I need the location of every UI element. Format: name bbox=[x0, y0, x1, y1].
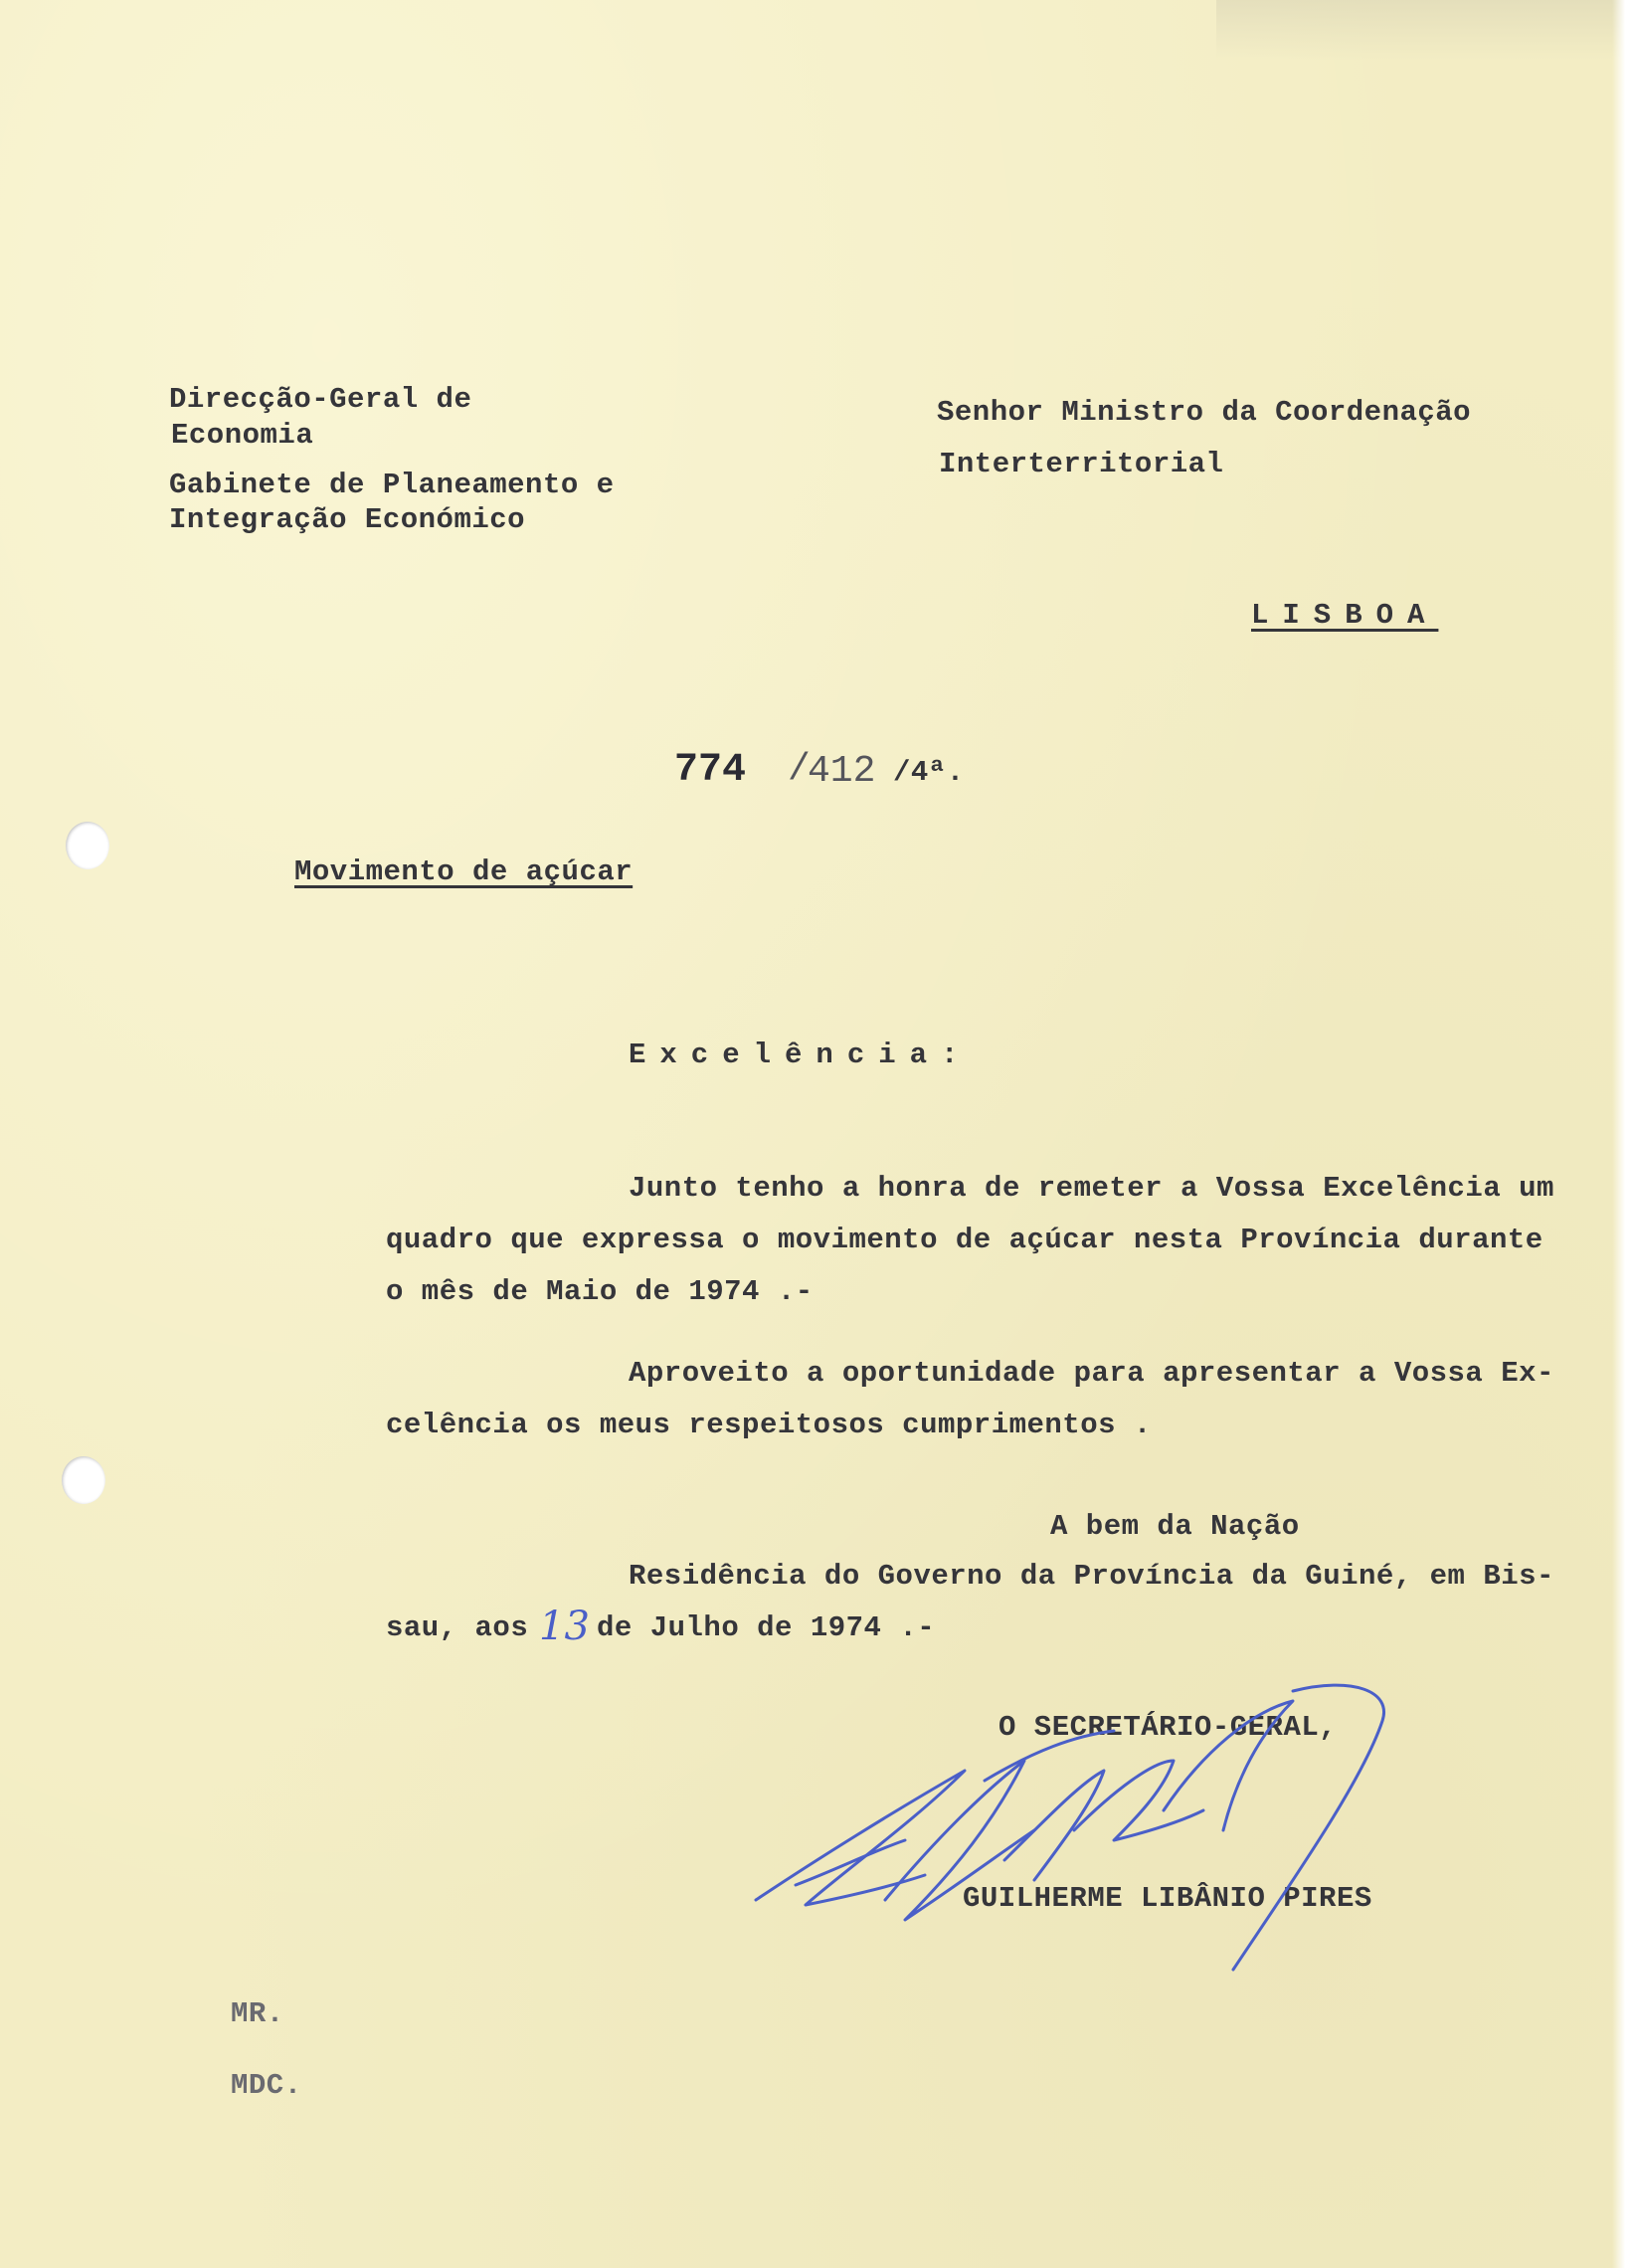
sender-line-2: Economia bbox=[171, 419, 314, 452]
page-edge bbox=[1612, 0, 1634, 2268]
corner-shadow bbox=[1216, 0, 1634, 60]
handwritten-day: 13 bbox=[539, 1604, 590, 1649]
recipient-line-1: Senhor Ministro da Coordenação bbox=[937, 396, 1472, 429]
punch-hole-bottom bbox=[62, 1456, 105, 1504]
recipient-line-2: Interterritorial bbox=[939, 448, 1224, 480]
sender-line-3: Gabinete de Planeamento e bbox=[169, 469, 615, 501]
closing-place-line-2a: sau, aos bbox=[386, 1611, 529, 1644]
reference-suffix: /4ª. bbox=[893, 756, 965, 789]
salutation: Excelência: bbox=[629, 1039, 973, 1071]
closing-place-line-2b: de Julho de 1974 .- bbox=[597, 1611, 936, 1644]
subject-line: Movimento de açúcar bbox=[294, 855, 634, 888]
handwritten-signature bbox=[736, 1681, 1432, 1980]
sender-line-1: Direcção-Geral de bbox=[169, 383, 472, 416]
initials-line-2: MDC. bbox=[231, 2069, 302, 2102]
reference-number: 774 bbox=[674, 748, 747, 793]
body-p1-line-1: Junto tenho a honra de remeter a Vossa Excelência um bbox=[629, 1172, 1554, 1205]
closing-place-line-1: Residência do Governo da Província da Guiné, em Bis- bbox=[629, 1560, 1554, 1593]
punch-hole-top bbox=[66, 822, 109, 869]
body-p1-line-3: o mês de Maio de 1974 .- bbox=[386, 1275, 814, 1308]
recipient-city: LISBOA bbox=[1251, 599, 1439, 632]
body-p2-line-2: celência os meus respeitosos cumprimentos . bbox=[386, 1409, 1152, 1441]
reference-sub: 412 bbox=[808, 750, 876, 793]
reference-slash: / bbox=[788, 748, 811, 791]
body-p1-line-2: quadro que expressa o movimento de açúcar nesta Província durante bbox=[386, 1224, 1543, 1256]
signatory-name: GUILHERME LIBÂNIO PIRES bbox=[963, 1882, 1372, 1915]
body-p2-line-1: Aproveito a oportunidade para apresentar a Vossa Ex- bbox=[629, 1357, 1554, 1390]
signatory-title: O SECRETÁRIO-GERAL, bbox=[999, 1711, 1338, 1744]
closing-motto: A bem da Nação bbox=[1050, 1510, 1300, 1543]
initials-line-1: MR. bbox=[231, 1997, 284, 2030]
sender-line-4: Integração Económico bbox=[169, 503, 526, 536]
